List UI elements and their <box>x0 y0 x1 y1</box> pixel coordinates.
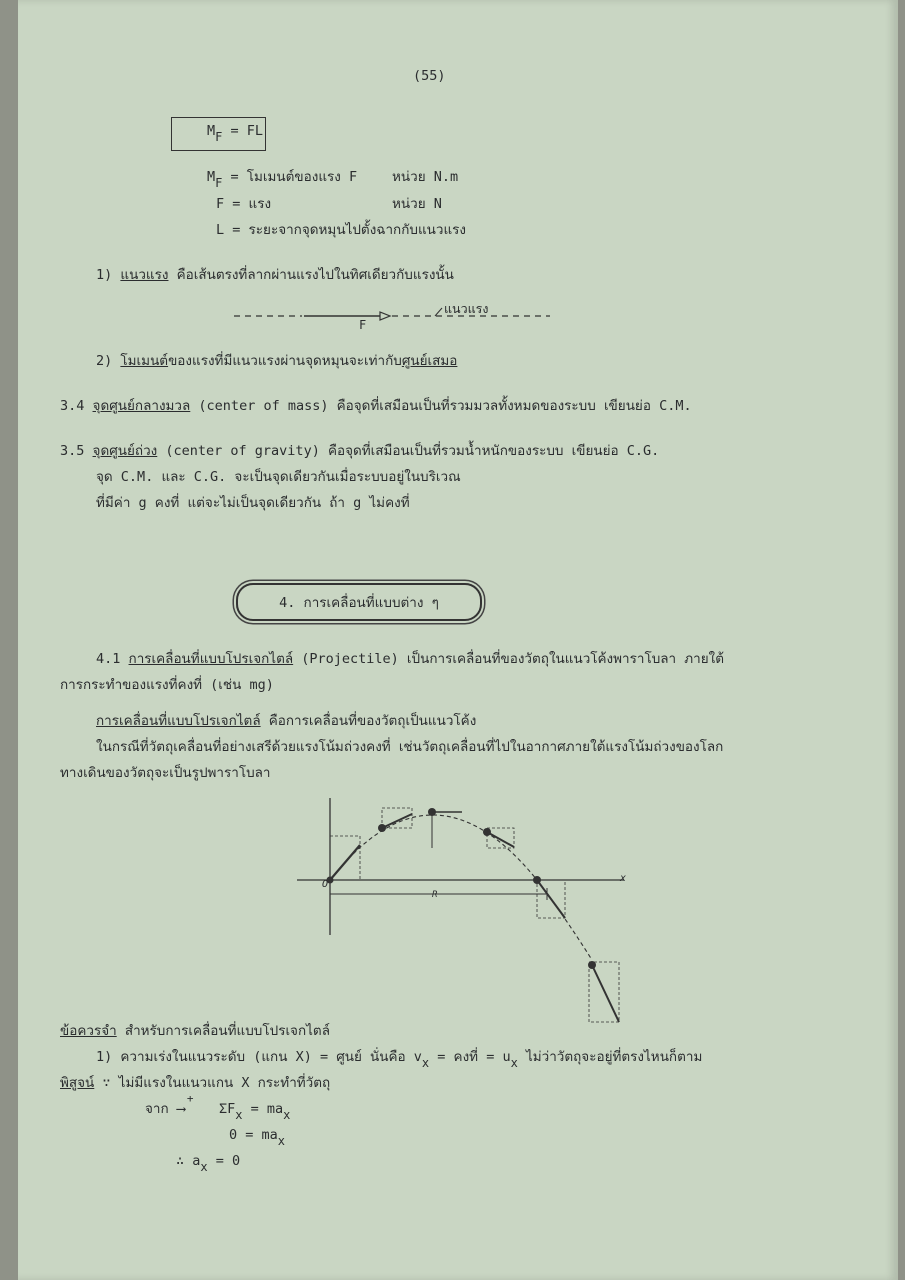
item-line-of-action <box>96 266 454 284</box>
section-term: การเคลื่อนที่แบบโปรเจกไตล์ <box>128 651 294 667</box>
figure-origin-label: O <box>322 879 329 890</box>
def-symbol: F <box>216 196 225 212</box>
note-subscript: x <box>510 1056 518 1070</box>
eq-arrow-label: + <box>186 1092 194 1105</box>
section-3-5-line3: ที่มีค่า g คงที่ แต่จะไม่เป็นจุดเดียวกัน ถ้า g ไม่คงที่ <box>96 495 410 511</box>
section-3-5-line2: จุด C.M. และ C.G. จะเป็นจุดเดียวกันเมื่อระบบอยู่ในบริเวณ <box>96 469 461 485</box>
eq-text: ∴ a <box>176 1153 201 1169</box>
page-number: (55) <box>413 68 446 84</box>
section-text: (Projectile) เป็นการเคลื่อนที่ของวัตถุในแนวโค้งพาราโบลา ภายใต้ <box>293 651 725 667</box>
def-desc: ระยะจากจุดหมุนไปตั้งฉากกับแนวแรง <box>248 222 467 238</box>
proof-title: พิสูจน์ <box>60 1075 95 1091</box>
section-4-1-line2: การกระทำของแรงที่คงที่ (เช่น mg) <box>60 677 274 693</box>
figure-x-axis-label: x <box>620 873 627 884</box>
item-number: 2) <box>96 353 113 369</box>
formula-rhs: = FL <box>222 123 264 139</box>
definition-moment <box>207 168 358 190</box>
note-subscript: x <box>421 1056 430 1070</box>
definition-moment-unit: หน่วย N.m <box>392 169 459 185</box>
item-term-moment: โมเมนต์ <box>120 353 169 369</box>
section-4-heading-box <box>236 583 482 621</box>
paragraph-line2: ทางเดินของวัตถุจะเป็นรูปพาราโบลา <box>60 765 271 781</box>
note-text: = คงที่ = u <box>429 1049 511 1065</box>
note-item-1 <box>96 1048 703 1070</box>
figure-range-label: R <box>432 890 438 900</box>
item-term: แนวแรง <box>120 267 169 283</box>
def-symbol: M <box>207 169 216 185</box>
def-equals: = <box>224 196 249 212</box>
section-term: จุดศูนย์ถ่วง <box>92 443 158 459</box>
definition-text: คือการเคลื่อนที่ของวัตถุเป็นแนวโค้ง <box>260 713 477 729</box>
formula-symbol: M <box>207 123 216 139</box>
note-title: ข้อควรจำ <box>60 1023 117 1039</box>
formula-subscript: F <box>215 130 223 144</box>
force-line-diagram <box>230 300 560 340</box>
note-text: 1) ความเร่งในแนวระดับ (แกน X) = ศูนย์ นั่นคือ v <box>96 1049 422 1065</box>
eq-prefix: จาก <box>145 1101 169 1117</box>
line-of-action-label: แนวแรง <box>444 301 489 316</box>
note-text: ไม่ว่าวัตถุจะอยู่ที่ตรงไหนก็ตาม <box>517 1049 703 1065</box>
proof-line <box>60 1074 330 1092</box>
section-4-1 <box>96 650 724 668</box>
eq-rhs: = ma <box>242 1101 284 1117</box>
section-text: (center of mass) คือจุดที่เสมือนเป็นที่รวมมวลทั้งหมดของระบบ เขียนย่อ C.M. <box>190 398 692 414</box>
def-subscript: F <box>215 176 223 190</box>
item-zero-moment <box>96 352 457 370</box>
item-term-zero: ศูนย์เสมอ <box>401 353 458 369</box>
item-number: 1) <box>96 267 113 283</box>
section-3-5 <box>60 442 659 460</box>
section-term: จุดศูนย์กลางมวล <box>92 398 191 414</box>
section-3-4 <box>60 397 692 415</box>
definition-length <box>216 221 466 239</box>
eq-subscript: x <box>235 1108 243 1122</box>
def-equals: = <box>224 222 249 238</box>
definition-term: การเคลื่อนที่แบบโปรเจกไตล์ <box>96 713 261 729</box>
eq-subscript: x <box>283 1108 291 1122</box>
paragraph-line1: ในกรณีที่วัตถุเคลื่อนที่อย่างเสรีด้วยแรงโน้มถ่วงคงที่ เช่นวัตถุเคลื่อนที่ไปในอากาศภายใต้แรงโน้มถ่วงของโลก <box>96 739 724 755</box>
proof-text: ∵ ไม่มีแรงในแนวแกน X กระทำที่วัตถุ <box>94 1075 331 1091</box>
note-title-rest: สำหรับการเคลื่อนที่แบบโปรเจกไตล์ <box>116 1023 330 1039</box>
item-text: คือเส้นตรงที่ลากผ่านแรงไปในทิศเดียวกับแรงนั้น <box>168 267 454 283</box>
equation-1 <box>145 1092 291 1122</box>
section-number: 3.5 <box>60 443 85 459</box>
eq-arrow: + ⟶ <box>176 1092 194 1117</box>
def-desc: โมเมนต์ของแรง F <box>246 169 358 185</box>
formula-mf-fl <box>207 122 264 144</box>
note-heading <box>60 1022 330 1040</box>
eq-text: 0 = ma <box>229 1127 278 1143</box>
eq-lhs: ΣF <box>218 1101 236 1117</box>
eq-text: = 0 <box>207 1153 241 1169</box>
item-text: ของแรงที่มีแนวแรงผ่านจุดหมุนจะเท่ากับ <box>168 353 402 369</box>
equation-3 <box>176 1152 241 1174</box>
section-number: 4.1 <box>96 651 121 667</box>
def-equals: = <box>222 169 247 185</box>
def-desc: แรง <box>248 196 272 212</box>
projectile-definition <box>96 712 476 730</box>
equation-2 <box>229 1126 286 1148</box>
definition-force <box>216 195 271 213</box>
section-text: (center of gravity) คือจุดที่เสมือนเป็นที่รวมน้ำหนักของระบบ เขียนย่อ C.G. <box>157 443 660 459</box>
eq-subscript: x <box>200 1160 208 1174</box>
section-4-heading: 4. การเคลื่อนที่แบบต่าง ๆ <box>279 595 439 611</box>
definition-force-unit: หน่วย N <box>392 196 442 212</box>
eq-subscript: x <box>277 1134 286 1148</box>
projectile-motion-diagram <box>292 790 632 1030</box>
force-label: F <box>359 318 367 332</box>
section-number: 3.4 <box>60 398 85 414</box>
def-symbol: L <box>216 222 225 238</box>
